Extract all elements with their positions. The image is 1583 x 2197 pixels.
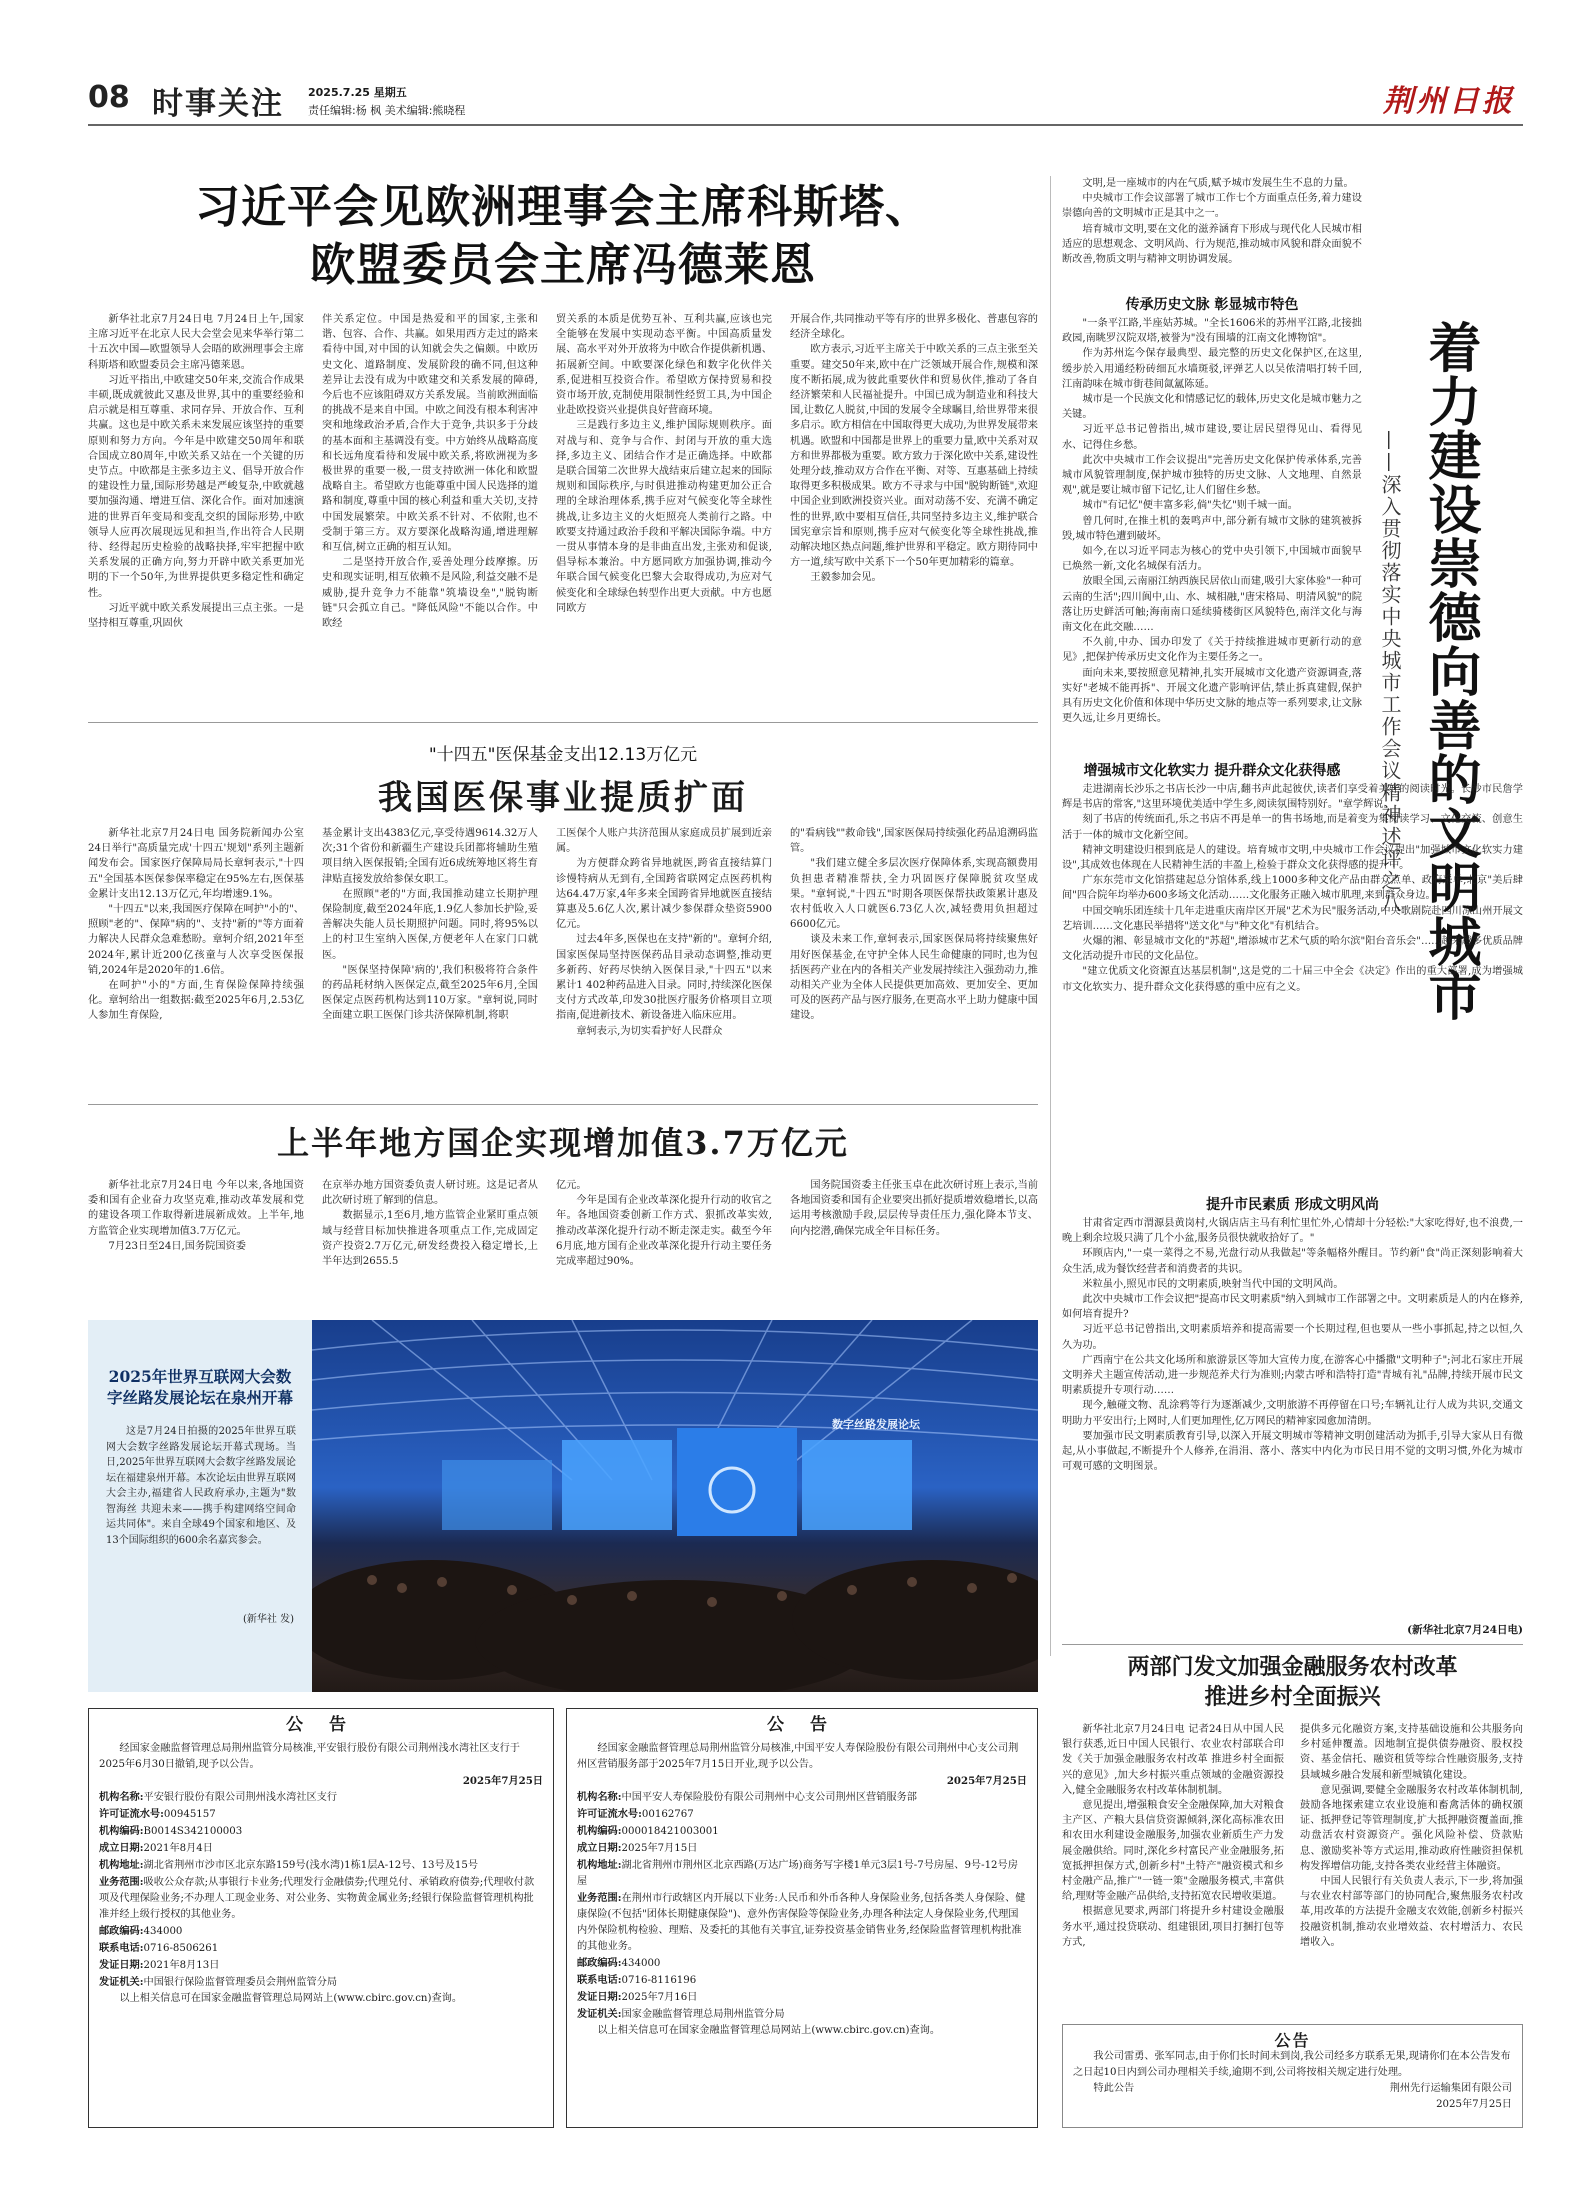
notice-field-key: 机构编码: [577, 1825, 622, 1837]
soe-headline: 上半年地方国企实现增加值3.7万亿元 [277, 1124, 849, 1162]
paragraph: 中央城市工作会议部署了城市工作七个方面重点任务,着力建设崇德向善的文明城市正是其中之一。 [1062, 193, 1362, 220]
notice-field-value: 湖北省荆州市沙市区北京东路159号(浅水湾)1栋1层A-12号、13号及15号 [143, 1860, 479, 1871]
notice-field-row [99, 1974, 543, 1991]
notice-box-company [1062, 2024, 1523, 2128]
right-story-credit: (新华社北京7月24日电) [1407, 1624, 1523, 1636]
notice-date: 2025年7月25日 [462, 1775, 543, 1787]
notice-date: 2025年7月25日 [946, 1775, 1027, 1787]
notice-field-row [577, 2006, 1027, 2023]
notice-field-value: 2021年8月4日 [143, 1843, 213, 1854]
paragraph: 如今,在以习近平同志为核心的党中央引领下,中国城市面貌早已焕然一新,文化名城保有活力。 [1062, 546, 1362, 573]
notice-field-row [577, 1806, 1027, 1823]
paragraph: 谈及未来工作,章轲表示,国家医保局将持续聚焦好用好医保基金,在守护全体人民生命健康的同时,也为包括医药产业在内的各相关产业发展持续注入强劲动力,推动相关产业为全体人民提供更加高效、更加安全、更加可及的医药产品与医疗服务,在更高水平上助力健康中国建设。 [790, 934, 1038, 1022]
masthead-logo: 荆州日报 [1383, 84, 1515, 119]
notice-title: 公告 [1274, 2031, 1311, 2050]
paragraph: 广西南宁在公共文化场所和旅游景区等加大宣传力度,在游客心中播撒"文明种子";河北石家庄开展文明养犬主题宣传活动,进一步规范养犬行为准则;内蒙古呼和浩特打造"青城有礼"品牌,持续开展市民文明素质提升专项行动…… [1062, 1354, 1523, 1397]
notice-date: 2025年7月25日 [1436, 2099, 1512, 2110]
paragraph: 欧方表示,习近平主席关于中欧关系的三点主张至关重要。建交50年来,欧中在广泛领域开展合作,规模和深度不断拓展,成为彼此重要伙伴和贸易伙伴,推动了各自经济繁荣和人民福祉提升。中国已成为制造业和科技大国,让数亿人脱贫,中国的发展令全球瞩目,给世界带来很多启示。欧方相信在中国取得更大成功,为世界发展带来机遇。欧盟和中国都是世界上的重要力量,欧中关系对双方和世界都极为重要。欧方致力于深化欧中关系,建设性处理分歧,推动双方合作在平衡、对等、互惠基础上持续取得更多积极成果。欧方不寻求与中国"脱钩断链",欢迎中国企业到欧洲投资兴业。面对动荡不安、充满不确定性的世界,欧中要相互信任,共同坚持多边主义,维护联合国宪章宗旨和原则,携手应对气候变化等全球性挑战,推动解决地区热点问题,维护世界和平稳定。欧方期待同中方一道,续写欧中关系下一个50年更加精彩的篇章。 [790, 344, 1038, 569]
paragraph: 作为苏州迄今保存最典型、最完整的历史文化保护区,在这里,缓步於入用通经粉砖细瓦水墙斑驳,评弹艺人以吴侬清唱打转千回,江南韵味在城市街巷间氤氲陈延。 [1062, 348, 1362, 390]
paragraph: 新华社北京7月24日电 今年以来,各地国资委和国有企业奋力攻坚克难,推动改革发展和党的建设各项工作取得新进展新成效。上半年,地方监管企业实现增加值3.7万亿元。 [88, 1180, 304, 1237]
photo-credit: (新华社 发) [243, 1614, 294, 1625]
paragraph: "医保坚持保障'病的',我们积极将符合条件的药品耗材纳入医保定点,截至2025年6月,全国医保定点医药机构达到110万家。"章轲说,同时全面建立职工医保门诊共济保障机制,将职 [322, 964, 538, 1022]
page-number: 08 [88, 80, 130, 115]
right-section1-title: 传承历史文脉 彰显城市特色 [1125, 297, 1299, 313]
paragraph: 三是践行多边主义,维护国际规则秩序。面对战与和、竞争与合作、封闭与开放的重大选择,多边主义、团结合作才是正确选择。中欧都是联合国第二次世界大战结束后建立起来的国际规则和国际秩序,与时俱进推动构建更加公正合理的全球治理体系,携手应对气候变化等全球性挑战,让多边主义的火炬照亮人类前行之路。中欧要支持通过政治手段和平解决国际争端。中方一贯从事情本身的是非曲直出发,主张劝和促谈,倡导标本兼治。中方愿同欧方加强协调,推动今年联合国气候变化巴黎大会取得成功,为应对气候变化和全球绿色转型作出更大贡献。中方也愿同欧方 [556, 420, 772, 614]
notice-field-value: 434000 [143, 1926, 183, 1937]
notice-field-key: 发证机关: [577, 2008, 622, 2020]
paragraph: 城市"有记忆"便丰富多彩,倘"失忆"则千城一面。 [1082, 500, 1298, 512]
divider [88, 1104, 1038, 1105]
paragraph: 新华社北京7月24日电 国务院新闻办公室24日举行"高质量完成'十四五'规划"系列主题新闻发布会。国家医疗保障局局长章轲表示,"十四五"全国基本医保参保率稳定在95%左右,医保基金累计支出12.13万亿元,年均增速9.1%。 [88, 828, 304, 900]
notice-field-row [99, 1789, 543, 1806]
paragraph: 面向未来,要按照意见精神,扎实开展城市文化遗产资源调查,落实好"老城不能再拆"、开展文化遗产影响评估,禁止拆真建假,保护具有历史文化价值和体现中华历史文脉的地点等一系列要求,让文脉更久远,让乡月更绵长。 [1062, 667, 1362, 725]
soe-col4 [790, 1178, 1038, 1300]
paragraph: 刻了书店的传统面孔,乐之书店不再是单一的售书场地,而是着变为集阅读学习、文化交流、创意生活于一体的城市文化新空间。 [1062, 814, 1523, 841]
right-section2 [1062, 782, 1523, 1192]
notice-field-value: 2025年7月15日 [621, 1843, 698, 1854]
notice-field-row [99, 1940, 543, 1957]
notice-field-row [577, 1989, 1027, 2006]
notice-title: 公 告 [286, 1715, 356, 1735]
paragraph: 国务院国资委主任张玉卓在此次研讨班上表示,当前各地国资委和国有企业要突出抓好提质增效稳增长,以高运用考核激励手段,层层传导责任压力,强化降本节支、向内挖潜,确保完成全年目标任务。 [790, 1180, 1038, 1237]
right-section2-title: 增强城市文化软实力 提升群众文化获得感 [1083, 763, 1341, 779]
notice-field-value: 2021年8月13日 [143, 1960, 220, 1971]
medical-kicker: "十四五"医保基金支出12.13万亿元 [428, 745, 698, 765]
column-divider [1050, 176, 1051, 1656]
paragraph: 培育城市文明,要在文化的滋养涵育下形成与现代化人民城市相适应的思想观念、文明风尚、行为规范,推动城市风貌和群众面貌不断改善,物质文明与精神文明协调发展。 [1062, 223, 1362, 266]
paragraph: 贸关系的本质是优势互补、互利共赢,应该也完全能够在发展中实现动态平衡。中国高质量发展、高水平对外开放将为中欧合作提供新机遇、拓展新空间。中欧要深化绿色和数字化伙伴关系,促进相互投资合作。希望欧方保持贸易和投资市场开放,克制使用限制性经贸工具,为中国企业赴欧投资兴业提供良好营商环境。 [556, 314, 772, 417]
paragraph: 在京举办地方国资委负责人研讨班。这是记者从此次研讨班了解到的信息。 [322, 1180, 538, 1207]
notice-field-value: 0716-8116196 [621, 1975, 697, 1986]
notice-fields [99, 1789, 543, 1991]
notice-field-value: 平安银行股份有限公司荆州浅水湾社区支行 [143, 1792, 338, 1803]
notice-field-row [577, 1857, 1027, 1890]
paragraph: 开展合作,共同推动平等有序的世界多极化、普惠包容的经济全球化。 [790, 314, 1038, 341]
divider [88, 722, 1038, 723]
right-section3-title: 提升市民素质 形成文明风尚 [1206, 1197, 1379, 1213]
paragraph: 伴关系定位。中国是热爱和平的国家,主张和谐、包容、合作、共赢。如果用西方走过的路来看待中国,对中国的认知就会失之偏颇。中欧历史文化、道路制度、发展阶段的确不同,但这种差异让去没有成为中欧建交和关系发展的障碍,今后也不应该阻碍双方关系发展。当前欧洲面临的挑战不是来自中国。中欧之间没有根本利害冲突和地缘政治矛盾,合作大于竞争,共识多于分歧的基本面和主基调没有变。中方始终从战略高度和长远角度看待和发展中欧关系,将欧洲视为多极世界的重要一极,一贯支持欧洲一体化和欧盟战略自主。希望欧方也能尊重中国人民选择的道路和制度,尊重中国的核心利益和重大关切,支持中国发展繁荣。中欧关系不针对、不依附,也不受制于第三方。双方要深化战略沟通,增进理解和互信,树立正确的相互认知。 [322, 314, 538, 554]
photo-caption-box [88, 1320, 312, 1692]
medical-col2 [322, 826, 538, 1098]
notice-field-key: 邮政编码: [577, 1957, 622, 1969]
notice-field-key: 机构地址: [99, 1859, 144, 1871]
paragraph: 亿元。 [556, 1180, 587, 1191]
notice-field-row [99, 1823, 543, 1840]
main-story-col4 [790, 312, 1038, 716]
finance-col1 [1062, 1722, 1284, 2022]
paragraph: 工医保个人账户共济范围从家庭成员扩展到近亲属。 [556, 828, 772, 855]
notice-field-key: 成立日期: [577, 1842, 622, 1854]
soe-col3 [556, 1178, 772, 1300]
paragraph: 此次中央城市工作会议把"提高市民文明素质"纳入到城市工作部署之中。文明素质是人的内在修养,如何培育提升? [1062, 1294, 1523, 1321]
notice-field-row [99, 1806, 543, 1823]
notice-special: 特此公告 [1093, 2083, 1135, 2094]
notice-field-row [99, 1923, 543, 1940]
paragraph: "建立优质文化资源直达基层机制",这是党的二十届三中全会《决定》作出的重大部署,成为增强城市文化软实力、提升群众文化获得感的重中应有之义。 [1062, 966, 1523, 993]
notice-field-key: 联系电话: [99, 1942, 144, 1954]
notice-intro: 经国家金融监督管理总局荆州监管分局核准,平安银行股份有限公司荆州浅水湾社区支行于2025年6月30日撤销,现予以公告。 [99, 1743, 520, 1770]
paragraph: 在照顾"老的"方面,我国推动建立长期护理保险制度,截至2024年底,1.9亿人参加长护险,妥善解决失能人员长期照护问题。同时,将95%以上的村卫生室纳入医保,方便老年人在家门口就医。 [322, 888, 538, 961]
paragraph: 7月23日至24日,国务院国资委 [108, 1240, 246, 1252]
right-vertical-subtitle: ——深入贯彻落实中央城市工作会议精神述评之八 [1378, 430, 1402, 914]
notice-field-key: 机构地址: [577, 1859, 622, 1871]
paragraph: 不久前,中办、国办印发了《关于持续推进城市更新行动的意见》,把保护传承历史文化作为主要任务之一。 [1062, 637, 1362, 664]
notice-field-value: 00945157 [163, 1809, 216, 1820]
paragraph: 新华社北京7月24日电 7月24日上午,国家主席习近平在北京人民大会堂会见来华举行第二十五次中国—欧盟领导人会晤的欧洲理事会主席科斯塔和欧盟委员会主席冯德莱恩。 [88, 314, 304, 371]
paragraph: 火爆的湘、彰显城市文化的"苏超",增添城市艺术气质的哈尔滨"阳台音乐会"……越来越多优质品牌文化活动提升市民的文化品位。 [1062, 936, 1523, 963]
paragraph: 习近平指出,中欧建交50年来,交流合作成果丰硕,既成就彼此又惠及世界,其中的重要经验和启示就是相互尊重、求同存异、开放合作、互利共赢。这也是中欧关系未来发展应该坚持的重要原则和努力方向。今年是中欧建交50周年和联合国成立80周年,中欧关系又站在一个关键的历史节点。中欧都是主张多边主义、倡导开放合作的建设性力量,国际形势越是严峻复杂,中欧就越要加强沟通、增进互信、深化合作。面对加速演进的世界百年变局和变乱交织的国际形势,中欧领导人应再次展现远见和担当,作出符合人民期待、经得起历史检验的战略抉择,牢牢把握中欧关系发展的正确方向,努力开辟中欧关系更加光明的下一个50年,为世界提供更多稳定性和确定性。 [88, 374, 304, 599]
notice-field-value: 国家金融监督管理总局荆州监管分局 [621, 2009, 785, 2020]
photo-caption-text: 这是7月24日拍摄的2025年世界互联网大会数字丝路发展论坛开幕式现场。当日,2025年世界互联网大会数字丝路发展论坛在福建泉州开幕。本次论坛由世界互联网大会主办,福建省人民政府承办,主题为"数智海丝 共迎未来——携手构建网络空间命运共同体"。来自全球49个国家和地区、及13个国际组织的600余名嘉宾参会。 [106, 1426, 296, 1546]
paragraph: 习近平总书记曾指出,城市建设,要让居民望得见山、看得见水、记得住乡愁。 [1062, 424, 1362, 451]
paragraph: 环顾店内,"一桌一菜得之不易,光盘行动从我做起"等条幅格外醒目。节约新"食"尚正深刻影响着大众生活,成为餐饮经营者和消费者的共识。 [1062, 1248, 1523, 1275]
notice-field-value: 吸收公众存款;从事银行卡业务;代理发行金融债券;代理兑付、承销政府债券;代理收付款项及代理保险业务;不办理人工现金业务、对公业务、实物黄金属业务;经银行保险监督管理机构批准并经上级行授权的其他业务。 [99, 1877, 535, 1920]
finance-headline-line1: 两部门发文加强金融服务农村改革 [1127, 1654, 1458, 1680]
main-story-col2 [322, 312, 538, 716]
right-intro [1062, 176, 1362, 267]
notice-field-row [99, 1840, 543, 1857]
notice-field-key: 联系电话: [577, 1974, 622, 1986]
notice-box-insurance [566, 1708, 1038, 2128]
paragraph: 基金累计支出4383亿元,享受待遇9614.32万人次;31个省份和新疆生产建设兵团都将辅助生殖项目纳入医保报销;全国有近6成统筹地区将生育津贴直接发放给参保女职工。 [322, 828, 538, 885]
paragraph: 米粒虽小,照见市民的文明素质,映射当代中国的文明风尚。 [1082, 1278, 1344, 1290]
notice-field-row [577, 1890, 1027, 1955]
photo-caption-title: 2025年世界互联网大会数字丝路发展论坛在泉州开幕 [106, 1367, 293, 1407]
paragraph: 数据显示,1至6月,地方监管企业紧盯重点领域与经营目标加快推进各项重点工作,完成固定资产投资2.7万亿元,研发经费投入稳定增长,上半年达到2655.5 [322, 1210, 538, 1268]
notice-field-key: 业务范围: [577, 1892, 622, 1904]
paragraph: 章轲表示,为切实看护好人民群众 [576, 1025, 723, 1037]
medical-col1 [88, 826, 304, 1098]
editors-line: 责任编辑:杨 枫 美术编辑:熊晓程 [308, 104, 466, 117]
notice-field-value: 434000 [621, 1958, 661, 1969]
paragraph: 精神文明建设归根到底是人的建设。培育城市文明,中央城市工作会议提出"加强城市文化软实力建设",其成效也体现在人民精神生活的丰盈上,检验于群众文化获得感的提升中。 [1062, 844, 1523, 872]
notice-box-bank [88, 1708, 554, 2128]
paragraph: 的"看病钱""救命钱",国家医保局持续强化药品追溯码监管。 [790, 828, 1038, 855]
section-name: 时事关注 [152, 86, 284, 122]
notice-field-value: 在荆州市行政辖区内开展以下业务:人民币和外币各种人身保险业务,包括各类人身保险、健康保险(不包括"团体长期健康保险")、意外伤害保险等保险业务,办理各种法定人身保险业务,代理国内外保险机构检验、理赔、及委托的其他有关事宜,证券投资基金销售业务,经保险监督管理机构批准的其他业务。 [577, 1893, 1026, 1952]
divider [1062, 1644, 1523, 1645]
medical-col4 [790, 826, 1038, 1098]
main-story-col1 [88, 312, 304, 716]
header-rule [88, 124, 1523, 126]
paragraph: 文明,是一座城市的内在气质,赋予城市发展生生不息的力量。 [1082, 178, 1354, 189]
finance-col2 [1300, 1722, 1523, 2022]
finance-headline [1062, 1652, 1523, 1712]
notice-field-value: 000018421003001 [621, 1826, 719, 1837]
notice-field-row [99, 1874, 543, 1923]
paragraph: 新华社北京7月24日电 记者24日从中国人民银行获悉,近日中国人民银行、农业农村部联合印发《关于加强金融服务农村改革 推进乡村全面振兴的意见》,加大乡村振兴重点领域的金融资源投入,健全金融服务农村改革体制机制。 [1062, 1724, 1284, 1796]
notice-footer: 以上相关信息可在国家金融监督管理总局网站上(www.cbirc.gov.cn)查询。 [597, 2025, 941, 2036]
notice-field-row [577, 1823, 1027, 1840]
notice-field-key: 许可证流水号: [99, 1808, 164, 1820]
paragraph: 提供多元化融资方案,支持基础设施和公共服务向乡村延伸覆盖。因地制宜提供债券融资、股权投资、基金信托、融资租赁等综合性融资服务,支持县域城乡融合发展和新型城镇化建设。 [1300, 1724, 1523, 1781]
paragraph: 城市是一个民族文化和情感记忆的载体,历史文化是城市魅力之关键。 [1062, 394, 1362, 421]
notice-field-key: 成立日期: [99, 1842, 144, 1854]
paragraph: 甘肃省定西市渭源县黄岗村,火锅店店主马有利忙里忙外,心情却十分轻松:"大家吃得好,也不浪费,一晚上剩余垃圾只满了几个小盆,服务员很快就收拾好了。" [1062, 1218, 1523, 1245]
right-section3 [1062, 1216, 1523, 1616]
notice-field-row [577, 1840, 1027, 1857]
soe-col1 [88, 1178, 304, 1300]
paragraph: 此次中央城市工作会议提出"完善历史文化保护传承体系,完善城市风貌管理制度,保护城市独特的历史文脉、人文地理、自然景观",就是要让城市留下记忆,让人们留住乡愁。 [1062, 454, 1362, 497]
main-headline-line2: 欧盟委员会主席冯德莱恩 [309, 238, 816, 291]
paragraph: 根据意见要求,两部门将提升乡村建设金融服务水平,通过投贷联动、组建银团,项目打捆打包等方式, [1062, 1906, 1284, 1948]
notice-fields [577, 1789, 1027, 2023]
paragraph: 走进湖南长沙乐之书店长沙一中店,翻书声此起彼伏,读者们享受着美好的阅读时光。长沙市民詹学辉是书店的常客,"这里环境优美适中学生多,阅读氛围特别好。"章学辉说。 [1062, 784, 1523, 811]
notice-footer: 以上相关信息可在国家金融监督管理总局网站上(www.cbirc.gov.cn)查询。 [119, 1993, 463, 2004]
page-header [60, 78, 1523, 122]
notice-field-key: 发证机关: [99, 1976, 144, 1988]
right-section1 [1062, 316, 1362, 746]
right-vertical-title: 着力建设崇德向善的文明城市 [1420, 320, 1482, 1022]
medical-headline: 我国医保事业提质扩面 [378, 778, 748, 818]
paragraph: 王毅参加会见。 [810, 572, 882, 584]
hall-ceiling [312, 1320, 1038, 1692]
notice-field-row [577, 1972, 1027, 1989]
forum-photo [312, 1320, 1038, 1692]
notice-field-row [99, 1957, 543, 1974]
main-headline-line1: 习近平会见欧洲理事会主席科斯塔、 [194, 180, 931, 233]
paragraph: 曾几何时,在推土机的轰鸣声中,部分新有城市文脉的建筑被拆毁,城市特色遭到破坏。 [1062, 515, 1362, 542]
paragraph: "一条平江路,半座姑苏城。"全长1606米的苏州平江路,北接拙政园,南眺罗汉院双塔,被誉为"没有围墙的江南文化博物馆"。 [1062, 318, 1362, 345]
paragraph: 要加强市民文明素质教育引导,以深入开展文明城市等精神文明创建活动为抓手,引导大家从日有微起,从小事做起,不断提升个人修养,在涓涓、落小、落实中内化为市民日用不觉的文明习惯,外化为城市可观可感的文明图景。 [1062, 1430, 1523, 1473]
notice-field-row [577, 1955, 1027, 1972]
medical-col3 [556, 826, 772, 1098]
notice-field-key: 机构名称: [577, 1791, 622, 1803]
stage-text: 数字丝路发展论坛 [832, 1418, 920, 1431]
paragraph: 习近平就中欧关系发展提出三点主张。一是坚持相互尊重,巩固伙 [88, 602, 304, 630]
notice-field-row [99, 1857, 543, 1874]
paragraph: "我们建立健全多层次医疗保障体系,实现高额费用负担患者精准帮扶,全力巩固医疗保障脱贫攻坚成果。"章轲说,"十四五"时期各项医保帮扶政策累计惠及农村低收入人口就医6.73亿人次,减轻费用负担超过6600亿元。 [790, 858, 1038, 931]
paragraph: 为方便群众跨省异地就医,跨省直接结算门诊慢特病从无到有,全国跨省联网定点医药机构达64.47万家,4年多来全国跨省异地就医直接结算惠及5.6亿人次,累计减少参保群众垫资5900亿元。 [556, 858, 772, 931]
notice-field-key: 机构编码: [99, 1825, 144, 1837]
notice-field-row [577, 1789, 1027, 1806]
notice-field-value: 湖北省荆州市荆州区北京西路(万达广场)商务写字楼1单元3层1号-7号房屋、9号-12号房屋 [577, 1860, 1018, 1887]
finance-headline-line2: 推进乡村全面振兴 [1204, 1684, 1381, 1710]
issue-date: 2025.7.25 星期五 [308, 86, 407, 99]
notice-field-value: B0014S342100003 [143, 1826, 243, 1837]
main-story-col3 [556, 312, 772, 716]
notice-field-value: 2025年7月16日 [621, 1992, 698, 2003]
paragraph: 现今,触碰文物、乱涂鸦等行为逐渐减少,文明旅游不再停留在口号;车辆礼让行人成为共识,交通文明助力平安出行;上网时,人们更加理性,亿万网民的精神家园愈加清朗。 [1062, 1400, 1523, 1427]
paragraph: 中国交响乐团连续十几年走进重庆南岸区开展"艺术为民"服务活动,中央歌剧院赴四川凉山州开展文艺培训……文化惠民举措将"送文化"与"种文化"有机结合。 [1062, 905, 1523, 932]
notice-field-key: 许可证流水号: [577, 1808, 642, 1820]
notice-intro: 经国家金融监督管理总局荆州监管分局核准,中国平安人寿保险股份有限公司荆州中心支公司荆州区营销服务部于2025年7月15日开业,现予以公告。 [577, 1743, 1019, 1770]
main-headline [88, 178, 1038, 294]
notice-field-key: 业务范围: [99, 1876, 144, 1888]
notice-field-key: 发证日期: [99, 1959, 144, 1971]
paragraph: 放眼全国,云南丽江纳西族民居依山而建,吸引大家体验"一种可云南的生活";四川阆中,山、水、城相融,"唐宋格局、明清风貌"的院落让历史鲜活可触;海南南口延续骑楼街区风貌特色,南洋文化与海南文化在此交融…… [1062, 576, 1362, 634]
notice-field-value: 00162767 [641, 1809, 694, 1820]
notice-field-key: 发证日期: [577, 1991, 622, 2003]
notice-company: 荆州先行运输集团有限公司 [1389, 2083, 1512, 2094]
paragraph: 在呵护"小的"方面,生育保险保障持续强化。章轲给出一组数据:截至2025年6月,2.53亿人参加生育保险, [88, 980, 304, 1022]
paragraph: 广东东莞市文化馆搭建起总分馆体系,线上1000多种文化产品由群众点单、政府采单;北京"美后肆间"四合院年均举办600多场文化活动……文化服务正融入城市肌理,来到群众身边。 [1062, 875, 1523, 902]
paragraph: 今年是国有企业改革深化提升行动的收官之年。各地国资委创新工作方式、狠抓改革实效,推动改革深化提升行动不断走深走实。截至今年6月底,地方国有企业改革深化提升行动主要任务完成率超过90%。 [556, 1195, 772, 1268]
paragraph: 意见提出,增强粮食安全金融保障,加大对粮食主产区、产粮大县信贷资源倾斜,深化高标准农田和农田水利建设金融服务,加强农业新质生产力发展金融供给。同时,深化乡村富民产业金融服务,拓宽抵押担保方式,创新乡村"土特产"融资模式和乡村金融产品,推广"一链一策"金融服务模式,丰富供给,理财等金融产品供给,支持拓宽农民增收渠道。 [1062, 1800, 1284, 1903]
paragraph: 中国人民银行有关负责人表示,下一步,将加强与农业农村部等部门的协同配合,聚焦服务农村改革,用改革的方法提升金融支农效能,创新乡村振兴投融资机制,推动农业增效益、农村增活力、农民增收入。 [1300, 1876, 1523, 1948]
paragraph: 过去4年多,医保也在支持"新的"。章轲介绍,国家医保局坚持医保药品目录动态调整,推动更多新药、好药尽快纳入医保目录,"十四五"以来累计1 402种药品进入目录。同时,持续深化医保支付方式改革,印发30批医疗服务价格项目立项指南,促进新技术、新设备进入临床应用。 [556, 934, 772, 1022]
notice-field-value: 中国平安人寿保险股份有限公司荆州中心支公司荆州区营销服务部 [621, 1792, 917, 1803]
paragraph: 习近平总书记曾指出,文明素质培养和提高需要一个长期过程,但也要从一些小事抓起,持之以恒,久久为功。 [1062, 1324, 1523, 1351]
paragraph: "十四五"以来,我国医疗保障在呵护"小的"、照顾"老的"、保障"病的"、支持"新的"等方面着力解决人民群众急难愁盼。章轲介绍,2021年至2024年,累计近200亿孩童与人次享受医保报销,2024年是2020年的1.6倍。 [88, 904, 304, 976]
soe-col2 [322, 1178, 538, 1300]
notice-field-key: 机构名称: [99, 1791, 144, 1803]
notice-field-value: 0716-8506261 [143, 1943, 219, 1954]
notice-title: 公 告 [767, 1715, 837, 1735]
notice-field-value: 中国银行保险监督管理委员会荆州监管分局 [143, 1977, 338, 1988]
paragraph: 意见强调,要健全金融服务农村改革体制机制,鼓励各地探索建立农业设施和畜禽活体的确权颁证、抵押登记等管理制度,扩大抵押融资覆盖面,推动盘活农村资源资产。强化风险补偿、贷款贴息、激励奖补等方式运用,推动政府性融资担保机构发挥增信功能,支持各类农业经营主体融资。 [1300, 1784, 1523, 1872]
notice-text: 我公司雷勇、张军同志,由于你们长时间未到岗,我公司经多方联系无果,现请你们在本公告发布之日起10日内到公司办理相关手续,逾期不到,公司将按相关规定进行处理。 [1073, 2051, 1511, 2078]
paragraph: 二是坚持开放合作,妥善处理分歧摩擦。历史和现实证明,相互依赖不是风险,利益交融不是威胁,提升竞争力不能靠"筑墙设垒","脱钩断链"只会孤立自己。"降低风险"不能以合作。中欧经 [322, 557, 538, 630]
notice-field-key: 邮政编码: [99, 1925, 144, 1937]
